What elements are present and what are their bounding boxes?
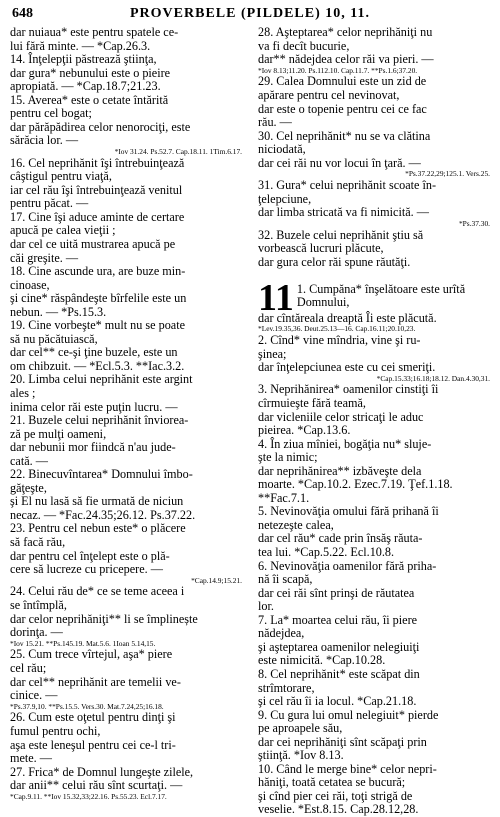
text-line: veselie. *Est.8.15. Cap.28.12,28. [258, 802, 419, 817]
text-line: dar cei răi sînt prinşi de răutatea [258, 585, 415, 600]
text-line: apărare pentru cel nevinovat, [258, 87, 400, 102]
text-line: Domnului, [296, 295, 350, 310]
text-line: dar gura* nebunului este o pieire [10, 65, 171, 80]
text-line: dar cel rău* cade prin însăş răuta- [258, 531, 423, 546]
text-line: 2. Cînd* vine mîndria, vine şi ru- [258, 333, 421, 348]
text-line: 8. Cel neprihănit* este scăpat din [258, 666, 420, 681]
text-line: 10. Când le merge bine* celor nepri- [258, 761, 437, 776]
text-line: 20. Limba celui neprihănit este argint [10, 372, 193, 387]
text-line: 9. Cu gura lui omul nelegiuit* pierde [258, 707, 439, 722]
text-line: necaz. — *Fac.24.35;26.12. Ps.37.22. [10, 507, 196, 522]
left-column [10, 26, 242, 802]
cross-reference: *Cap.9.11. **Iov 15.32,33;22.16. Ps.55.23. Ecl.7.17. [10, 791, 167, 801]
text-line: 25. Cum trece vîrtejul, aşa* piere [10, 647, 173, 662]
text-line: ales ; [10, 386, 36, 401]
text-line: dar limba stricată va fi nimicită. — [258, 205, 429, 220]
cross-reference: *Cap.15.33;16.18;18.12. Dan.4.30,31. [376, 373, 490, 383]
text-line: cel rău; [10, 661, 47, 675]
text-line: dar cîntăreala dreaptă Îi este plăcută. [258, 310, 437, 325]
text-line: 28. Aşteptarea* celor neprihăniţi nu [258, 25, 433, 39]
text-line: dar neprihănirea** izbăveşte dela [258, 463, 422, 478]
text-line: cată. — [10, 453, 48, 468]
text-line: ză pe mulţi oameni, [10, 426, 107, 441]
text-line: dar este o topenie pentru cei ce fac [258, 101, 427, 116]
text-line: cinice. — [10, 688, 58, 703]
text-line: vorbească lucruri plăcute, [258, 241, 384, 256]
text-line: 30. Cel neprihănit* nu se va clătina [258, 128, 431, 143]
text-line: căi greşite. — [10, 250, 79, 265]
running-title: PROVERBELE (PILDELE) 10, 11. [130, 6, 370, 21]
text-line: 32. Buzele celui neprihănit ştiu să [258, 227, 424, 242]
cross-reference: *Iov 15.21. **Ps.145.19. Mat.5.6. 1Ioan 5.14,15. [10, 638, 156, 648]
text-line: 24. Celui rău de* ce se teme aceea i [10, 584, 185, 599]
page-number: 648 [12, 6, 33, 21]
text-line: hăniţi, toată cetatea se bucură; [258, 775, 406, 790]
text-line: 22. Binecuvîntarea* Domnului îmbo- [10, 467, 193, 482]
text-line: dar pentru cel înţelept este o plă- [10, 548, 170, 563]
right-column [258, 26, 490, 817]
text-line: 6. Nevinovăţia oamenilor fără priha- [258, 558, 437, 573]
text-line: câştigul pentru viaţă, [10, 169, 112, 184]
chapter-number: 11 [258, 276, 294, 319]
verse-text: 1. Cumpăna* înşelătoare este urîtă [296, 281, 466, 296]
text-line: va fi decît bucurie, [258, 38, 350, 53]
text-line: dar celor neprihăniţi** li se împlinește [10, 611, 198, 626]
text-line: dorinţa. — [10, 625, 63, 640]
text-line: 16. Cel neprihănit îşi întrebuinţează [10, 155, 185, 170]
text-line: apucă pe calea vieţii ; [10, 223, 116, 238]
text-line: dar cel** ce-şi ţine buzele, este un [10, 345, 178, 360]
text-line: dar nebunii mor fiindcă n'au jude- [10, 440, 176, 455]
text-line: lor. [258, 599, 274, 614]
text-line: 4. În ziua mîniei, bogăţia nu* sluje- [258, 436, 432, 451]
text-line: niciodată, [258, 142, 306, 157]
text-line: 26. Cum este oţetul pentru dinţi şi [10, 710, 176, 725]
text-line: este nimicită. *Cap.10.28. [258, 653, 386, 668]
text-line: şi cel rău îi ia locul. *Cap.21.18. [258, 694, 417, 709]
text-line: dar cei răi nu vor locui în ţară. — [258, 155, 421, 170]
text-line: 17. Cine îşi aduce aminte de certare [10, 209, 185, 224]
text-line: nă îi scapă, [258, 572, 313, 587]
text-line: dar cei neprihăniţi sînt scăpaţi prin [258, 734, 427, 749]
text-line: tea lui. *Cap.5.22. Ecl.10.8. [258, 545, 395, 560]
cross-reference: *Cap.14.9;15.21. [191, 575, 242, 585]
text-line: dar vicleniile celor stricaţi le aduc [258, 409, 424, 424]
text-line: cere să lucreze cu pricepere. — [10, 562, 163, 577]
text-line: pentru cel bogat; [10, 106, 92, 121]
text-line: cinoase, [10, 277, 50, 292]
cross-reference: *Ps.37.30. [458, 218, 490, 228]
page-header [12, 6, 488, 24]
text-line: moarte. *Cap.10.2. Ezec.7.19. Ţef.1.18. **Fac.7.1. [258, 477, 453, 505]
text-line: dar cel** neprihănit are temelii ve- [10, 674, 181, 689]
text-line: mete. — [10, 751, 52, 766]
cross-reference: *Iov 31.24. Ps.52.7. Cap.18.11. 1Tim.6.17. [114, 146, 242, 156]
text-line: 21. Buzele celui neprihănit înviorea- [10, 413, 189, 428]
text-line: şte la nimic; [258, 450, 318, 465]
text-line: dar anii** celui rău sînt scurtaţi. — [10, 778, 183, 793]
text-line: găţeşte, [10, 480, 47, 495]
text-line: să facă rău, [10, 535, 66, 550]
text-line: şi El nu lasă să fie urmată de niciun [10, 494, 184, 509]
text-line: apropiată. — *Cap.18.7;21.23. [10, 79, 161, 94]
text-line: 15. Averea* este o cetate întărită [10, 92, 169, 107]
text-line: ţelepciune, [258, 191, 312, 206]
text-line: dar gura celor răi spune răutăţi. [258, 254, 411, 269]
text-line: şinea; [258, 346, 287, 361]
text-line: strîmtorare, [258, 680, 315, 695]
cross-reference: *Lev.19.35,36. Deut.25.13—16. Cap.16.11;20.10,23. [258, 324, 416, 334]
text-line: lui fără minte. — *Cap.26.3. [10, 38, 151, 53]
text-line: pieirea. *Cap.13.6. [258, 423, 351, 438]
text-line: 18. Cine ascunde ura, are buze min- [10, 264, 186, 279]
text-line: sărăcia lor. — [10, 133, 79, 148]
text-line: şi aşteptarea oamenilor nelegiuiţi [258, 639, 420, 654]
text-line: 14. Înţelepţii păstrează ştiinţa, [10, 52, 157, 67]
text-line: se întîmplă, [10, 598, 67, 613]
text-line: dar nuiaua* este pentru spatele ce- [10, 25, 179, 39]
text-line: pe aproapele său, [258, 721, 343, 736]
text-line: 27. Frica* de Domnul lungeşte zilele, [10, 764, 194, 779]
text-line: dar înţelepciunea este cu cei smeriţi. [258, 360, 436, 375]
text-line: fumul pentru ochi, [10, 723, 101, 738]
text-line: iar cel rău îşi întrebuinţează venitul [10, 182, 183, 197]
cross-reference: *Iov 8.13;11.20. Ps.112.10. Cap.11.7. **Ps.1.6;37.20. [258, 65, 418, 75]
text-line: dar** nădejdea celor răi va pieri. — [258, 52, 434, 67]
text-line: om chibzuit. — *Ecl.5.3. **Iac.3.2. [10, 358, 185, 373]
cross-reference: *Ps.37.9,10. **Ps.15.5. Vers.30. Mat.7.24,25;16.18. [10, 701, 164, 711]
text-line: netezeşte calea, [258, 517, 334, 532]
text-line: nebun. — *Ps.15.3. [10, 304, 107, 319]
text-line: rău. — [258, 115, 292, 130]
text-line: 19. Cine vorbeşte* mult nu se poate [10, 318, 185, 333]
text-line: pentru păcat. — [10, 196, 89, 211]
text-line: şi cînd pier cei răi, toţi strigă de [258, 788, 413, 803]
text-line: dar părăpădirea celor nenorociţi, este [10, 119, 191, 134]
text-line: şi cine* răspândeşte bîrfelile este un [10, 291, 187, 306]
text-line: dar cel ce uită mustrarea apucă pe [10, 237, 176, 251]
text-line: aşa este leneşul pentru cei ce-l tri- [10, 737, 176, 752]
cross-reference: *Ps.37.22,29;125.1. Vers.25. [405, 169, 490, 179]
text-line: 23. Pentru cel nebun este* o plăcere [10, 521, 186, 536]
text-line: 7. La* moartea celui rău, îi piere [258, 612, 418, 627]
text-line: 31. Gura* celui neprihănit scoate în- [258, 178, 437, 193]
text-line: inima celor răi este puţin lucru. — [10, 399, 178, 414]
text-line: 3. Neprihănirea* oamenilor cinstiţi îi [258, 382, 439, 397]
text-line: cîrmuieşte fără teamă, [258, 396, 366, 411]
text-line: 29. Calea Domnului este un zid de [258, 74, 427, 89]
text-line: ştiinţă. *Iov 8.13. [258, 748, 344, 763]
text-line: 5. Nevinovăţia omului fără prihană îi [258, 504, 439, 519]
text-line: nădejdea, [258, 626, 305, 641]
text-line: să nu păcătuiască, [10, 331, 98, 346]
